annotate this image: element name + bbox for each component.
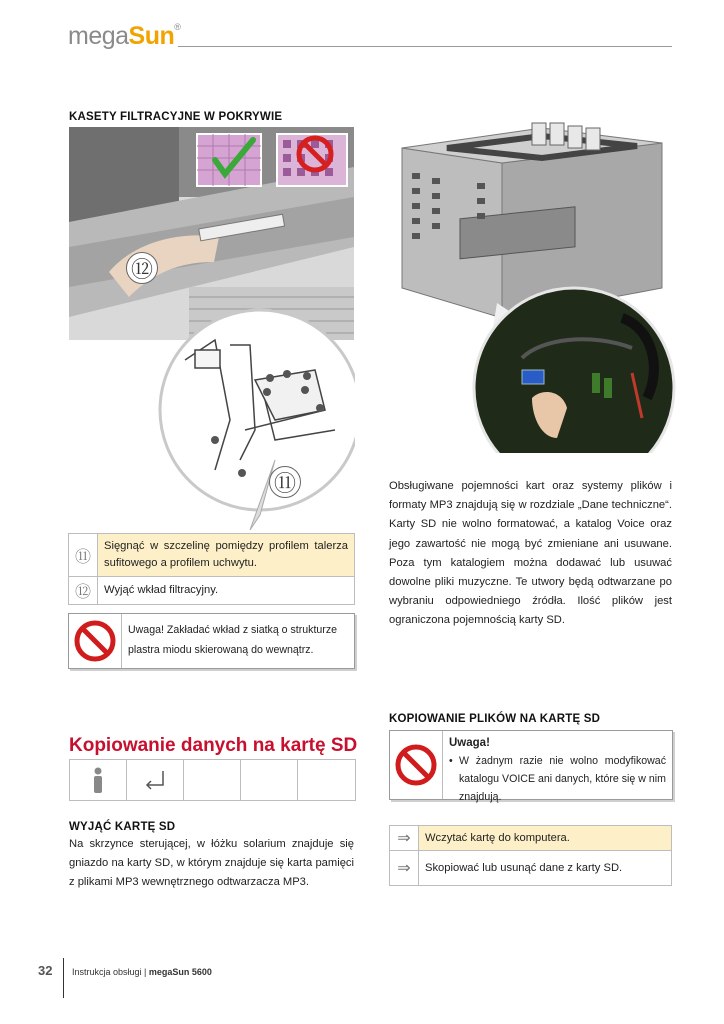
arrow-icon: ⇒ [390,826,419,851]
callout-11: ⑪ [269,466,301,498]
step-number: ⑪ [69,534,98,577]
table-row [390,851,672,886]
subheading-remove-card: WYJĄĆ KARTĘ SD [69,821,176,833]
page-title: Kopiowanie danych na kartę SD [69,735,358,756]
warning-bullet-item [449,752,666,806]
empty-cell [298,760,355,800]
copy-files-steps-table [389,825,672,886]
warning-text: W żadnym razie nie wolno modyfikować katalogu VOICE ani danych, które się w nim znajdują. [459,755,666,803]
warning-title: Uwaga! [449,737,490,749]
step-text: Wczytać kartę do komputera. [419,826,672,851]
logo-trademark: ® [174,22,181,32]
filter-steps-table [68,533,355,605]
footer-rule [63,958,64,998]
symbol-row [69,759,356,801]
page-number: 32 [38,963,53,978]
remove-card-paragraph: Na skrzynce sterującej, w łóżku solarium znajduje się gniazdo na karty SD, w którym znajduje się karta pamięci z plikami MP3 wewnętrznego odtwarzacza MP3. [69,838,354,889]
callout-12: ⑫ [126,252,158,284]
warning-text: Uwaga! Zakładać wkład z siatką o strukturze plastra miodu skierowaną do wewnątrz. [128,624,338,656]
warning-icon-cell [390,731,443,799]
control-box-sd-photo [392,118,682,453]
warning-content [443,731,672,803]
prohibition-icon [395,744,437,786]
cassette-wrong-icon [275,130,351,190]
cassette-correct-icon [195,130,265,190]
step-text: Wyjąć wkład filtracyjny. [98,577,355,605]
empty-cell [184,760,241,800]
step-number: ⑫ [69,577,98,605]
footer-text-prefix: Instrukcja obsługi | [72,967,149,977]
person-icon-cell [70,760,127,800]
clip-detail-diagram [155,300,355,530]
arrow-icon: ⇒ [390,851,419,886]
header-rule [178,46,672,47]
sd-capacity-paragraph: Obsługiwane pojemności kart oraz systemy plików i formaty MP3 znajdują się w rozdziale „Dane techniczne“. Karty SD nie wolno formatować, a katalog Voice oraz jego zawartość nie mogą być zmieniane ani usuwane. Poza tym katalogiem można dodawać lub usuwać dowolne pliki muzyczne. Te utwory będą odtwarzane po wybraniu odpowiedniego źródła. Ilość plików jest ograniczona pojemnością karty SD. [389,480,672,627]
return-arrow-icon [143,769,167,791]
warning-box-voice [389,730,673,803]
section-title-copy-files: KOPIOWANIE PLIKÓW NA KARTĘ SD [389,713,601,725]
table-row [390,826,672,851]
section-title-filter: KASETY FILTRACYJNE W POKRYWIE [69,111,283,123]
footer-caption [72,967,212,977]
enter-icon-cell [127,760,184,800]
prohibition-icon [74,620,116,662]
footer-text-product: megaSun 5600 [148,967,212,977]
empty-cell [241,760,298,800]
table-row [69,577,355,605]
warning-box-filter [68,613,355,669]
person-icon [91,767,105,793]
brand-logo [68,22,180,51]
bullet-glyph: • [449,755,453,767]
warning-icon-cell [69,614,122,668]
logo-text-sun: Sun [128,22,175,50]
step-text: Skopiować lub usunąć dane z karty SD. [419,851,672,886]
table-row [69,534,355,577]
logo-text-mega: mega [68,22,129,50]
step-text: Sięgnąć w szczelinę pomiędzy profilem talerza sufitowego a profilem uchwytu. [98,534,355,577]
